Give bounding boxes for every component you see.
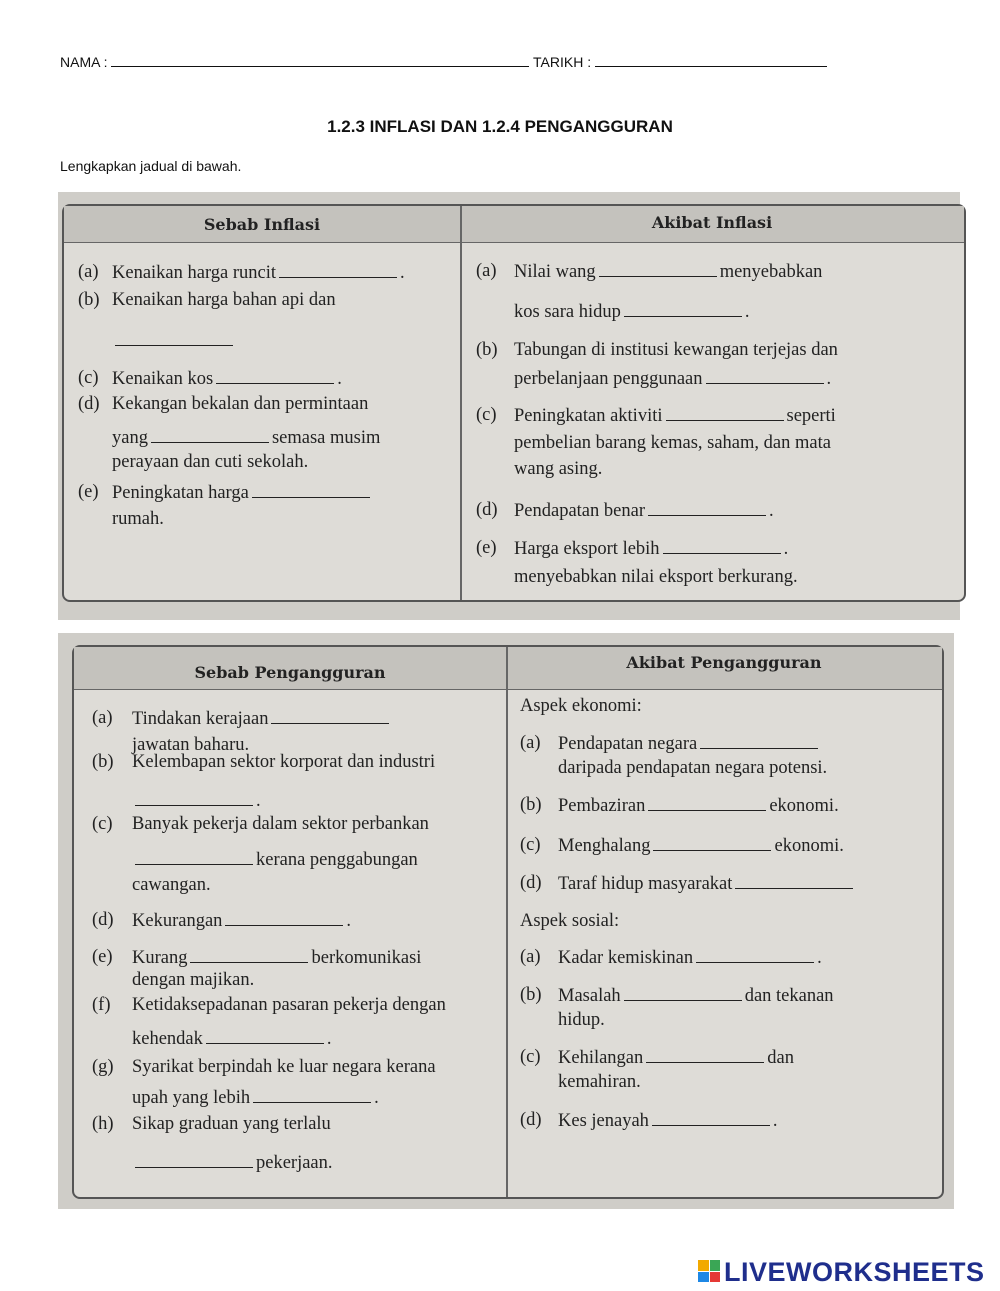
effect-item-line — [514, 500, 774, 522]
item-text: menyebabkan — [719, 262, 823, 282]
item-text: . — [337, 369, 342, 389]
item-text: yang — [112, 428, 148, 448]
inflation-photo — [58, 192, 960, 620]
answer-blank[interactable] — [206, 1028, 324, 1044]
effect-item-line — [514, 433, 831, 454]
item-text: . — [744, 302, 750, 322]
item-text: Aspek sosial: — [520, 911, 620, 931]
item-text: kos sara hidup — [514, 302, 621, 322]
cause-item-line — [132, 814, 429, 835]
cause-item-line — [112, 368, 342, 390]
header-causes: Sebab Pengangguran — [194, 663, 386, 682]
item-text: ekonomi. — [769, 796, 839, 816]
item-text: Pembaziran — [558, 796, 646, 816]
answer-blank[interactable] — [624, 985, 742, 1001]
item-text: seperti — [786, 406, 836, 426]
item-text: Kelembapan sektor korporat dan industri — [132, 752, 436, 772]
item-label: (b) — [520, 985, 542, 1005]
item-text: Harga eksport lebih — [514, 539, 660, 559]
effect-item-line — [514, 301, 750, 323]
effect-item-line — [558, 947, 822, 969]
header-effects: Akibat Pengangguran — [626, 653, 822, 672]
item-text: daripada pendapatan negara potensi. — [558, 758, 828, 778]
answer-blank[interactable] — [646, 1047, 764, 1063]
effect-item-line — [514, 340, 838, 361]
item-text: . — [326, 1029, 332, 1049]
item-label: (d) — [78, 394, 100, 414]
effect-item-line — [558, 1110, 778, 1132]
cause-item-line — [132, 995, 446, 1016]
effect-item-line — [520, 911, 619, 932]
item-label: (b) — [78, 290, 100, 310]
item-label: (a) — [520, 947, 541, 967]
cause-item-line — [112, 290, 336, 311]
answer-blank[interactable] — [653, 835, 771, 851]
item-text: dengan majikan. — [132, 970, 255, 990]
item-text: Kenaikan kos — [112, 369, 214, 389]
answer-blank[interactable] — [115, 330, 233, 346]
instruction: Lengkapkan jadual di bawah. — [60, 158, 242, 174]
effect-item-line — [558, 795, 839, 817]
column-divider — [460, 206, 462, 600]
item-text: . — [772, 1111, 778, 1131]
item-text: Pendapatan negara — [558, 734, 698, 754]
item-text: Kenaikan harga bahan api dan — [112, 290, 336, 310]
item-text: semasa musim — [271, 428, 381, 448]
cause-item-line — [132, 1057, 436, 1078]
item-label: (a) — [78, 262, 99, 282]
effect-item-line — [514, 567, 798, 588]
item-text: Kenaikan harga runcit — [112, 263, 277, 283]
answer-blank[interactable] — [666, 405, 784, 421]
item-label: (b) — [520, 795, 542, 815]
item-text: . — [346, 911, 352, 931]
effect-item-line — [514, 261, 822, 283]
answer-blank[interactable] — [652, 1110, 770, 1126]
answer-blank[interactable] — [216, 368, 334, 384]
item-label: (d) — [92, 910, 114, 930]
item-text: Pendapatan benar — [514, 501, 645, 521]
answer-blank[interactable] — [624, 301, 742, 317]
header-effects: Akibat Inflasi — [651, 213, 773, 232]
table-header — [74, 647, 942, 690]
name-label: NAMA : — [60, 54, 108, 70]
item-label: (c) — [520, 1047, 541, 1067]
item-text: cawangan. — [132, 875, 211, 895]
item-text: perbelanjaan penggunaan — [514, 369, 703, 389]
item-text: Syarikat berpindah ke luar negara kerana — [132, 1057, 436, 1077]
item-label: (c) — [92, 814, 113, 834]
name-field[interactable] — [111, 52, 529, 67]
name-date-row — [60, 52, 827, 70]
cause-item-line — [132, 875, 211, 896]
item-text: berkomunikasi — [311, 948, 422, 968]
date-field[interactable] — [595, 52, 827, 67]
item-label: (c) — [520, 835, 541, 855]
cause-item-line — [132, 790, 261, 812]
cause-item-line — [132, 947, 421, 969]
item-text: Kekangan bekalan dan permintaan — [112, 394, 369, 414]
liveworksheets-logo-icon — [698, 1260, 720, 1282]
item-text: jawatan baharu. — [132, 735, 250, 755]
item-text: pembelian barang kemas, saham, dan mata — [514, 433, 831, 453]
item-label: (d) — [476, 500, 498, 520]
item-text: Kekurangan — [132, 911, 223, 931]
cause-item-line — [112, 452, 308, 473]
item-text: Kurang — [132, 948, 188, 968]
item-text: kemahiran. — [558, 1072, 641, 1092]
item-label: (d) — [520, 873, 542, 893]
effect-item-line — [558, 873, 856, 895]
liveworksheets-logo: LIVEWORKSHEETS — [724, 1257, 985, 1287]
item-text: Kehilangan — [558, 1048, 644, 1068]
effect-item-line — [520, 696, 642, 717]
answer-blank[interactable] — [735, 873, 853, 889]
answer-blank[interactable] — [663, 538, 781, 554]
page-title: 1.2.3 INFLASI DAN 1.2.4 PENGANGGURAN — [327, 117, 673, 136]
unemployment-photo — [58, 633, 954, 1209]
item-text: dan tekanan — [744, 986, 834, 1006]
item-text: Aspek ekonomi: — [520, 696, 642, 716]
item-text: rumah. — [112, 509, 164, 529]
item-text: hidup. — [558, 1010, 605, 1030]
item-label: (c) — [78, 368, 99, 388]
effect-item-line — [514, 405, 836, 427]
item-text: pekerjaan. — [256, 1153, 333, 1173]
item-text: Kes jenayah — [558, 1111, 649, 1131]
answer-blank[interactable] — [279, 262, 397, 278]
effect-item-line — [514, 459, 602, 480]
effect-item-line — [514, 538, 788, 560]
cause-item-line — [112, 427, 380, 449]
answer-blank[interactable] — [599, 261, 717, 277]
item-text: ekonomi. — [774, 836, 844, 856]
item-text: dan — [767, 1048, 794, 1068]
cause-item-line — [112, 509, 164, 530]
item-text: . — [826, 369, 832, 389]
item-label: (g) — [92, 1057, 114, 1077]
answer-blank[interactable] — [135, 1152, 253, 1168]
effect-item-line — [558, 1010, 605, 1031]
item-text: perayaan dan cuti sekolah. — [112, 452, 309, 472]
item-text: Peningkatan harga — [112, 483, 249, 503]
effect-item-line — [558, 835, 844, 857]
item-text: Menghalang — [558, 836, 651, 856]
item-text: . — [400, 263, 405, 283]
effect-item-line — [558, 1072, 641, 1093]
answer-blank[interactable] — [648, 795, 766, 811]
cause-item-line — [132, 708, 392, 730]
item-text: kehendak — [132, 1029, 203, 1049]
unemployment-table — [72, 645, 944, 1199]
cause-item-line — [112, 394, 368, 415]
answer-blank[interactable] — [696, 947, 814, 963]
cause-item-line — [112, 482, 373, 504]
item-text: . — [374, 1088, 379, 1108]
cause-item-line — [132, 752, 435, 773]
item-text: Masalah — [558, 986, 621, 1006]
item-label: (b) — [92, 752, 114, 772]
item-label: (a) — [476, 261, 497, 281]
answer-blank[interactable] — [225, 910, 343, 926]
cause-item-line — [112, 262, 405, 284]
item-text: Kadar kemiskinan — [558, 948, 694, 968]
item-label: (b) — [476, 340, 498, 360]
cause-item-line — [132, 1087, 379, 1109]
cause-item-line — [132, 1028, 332, 1050]
item-text: . — [768, 501, 774, 521]
effect-item-line — [558, 758, 827, 779]
effect-item-line — [558, 1047, 794, 1069]
answer-blank[interactable] — [135, 849, 253, 865]
item-text: Ketidaksepadanan pasaran pekerja dengan — [132, 995, 446, 1015]
date-label: TARIKH : — [533, 54, 592, 70]
item-text: Banyak pekerja dalam sektor perbankan — [132, 814, 429, 834]
answer-blank[interactable] — [648, 500, 766, 516]
item-text: Tindakan kerajaan — [132, 709, 269, 729]
answer-blank[interactable] — [700, 733, 818, 749]
item-label: (a) — [92, 708, 113, 728]
table-header — [64, 206, 964, 243]
item-label: (h) — [92, 1114, 114, 1134]
item-text: . — [256, 791, 261, 811]
cause-item-line — [132, 1152, 333, 1174]
answer-blank[interactable] — [252, 482, 370, 498]
item-text: wang asing. — [514, 459, 603, 479]
item-label: (e) — [476, 538, 497, 558]
item-label: (a) — [520, 733, 541, 753]
item-label: (f) — [92, 995, 111, 1015]
effect-item-line — [514, 368, 831, 390]
item-text: kerana penggabungan — [256, 850, 418, 870]
item-text: menyebabkan nilai eksport berkurang. — [514, 567, 798, 587]
answer-blank[interactable] — [253, 1087, 371, 1103]
item-label: (d) — [520, 1110, 542, 1130]
cause-item-line — [132, 1114, 331, 1135]
item-text: upah yang lebih — [132, 1088, 251, 1108]
item-text: Peningkatan aktiviti — [514, 406, 663, 426]
inflation-table — [62, 204, 966, 602]
effect-item-line — [558, 733, 821, 755]
header-causes: Sebab Inflasi — [203, 215, 321, 234]
item-text: . — [817, 948, 822, 968]
item-text: . — [783, 539, 789, 559]
answer-blank[interactable] — [190, 947, 308, 963]
cause-item-line — [132, 910, 351, 932]
answer-blank[interactable] — [706, 368, 824, 384]
item-text: Taraf hidup masyarakat — [558, 874, 733, 894]
column-divider — [506, 647, 508, 1197]
item-text: Tabungan di institusi kewangan terjejas dan — [514, 340, 838, 360]
item-text: Nilai wang — [514, 262, 596, 282]
cause-item-line — [132, 970, 254, 991]
cause-item-line — [112, 330, 236, 352]
item-text: Sikap graduan yang terlalu — [132, 1114, 331, 1134]
cause-item-line — [132, 849, 418, 871]
item-label: (e) — [78, 482, 99, 502]
answer-blank[interactable] — [151, 427, 269, 443]
item-label: (e) — [92, 947, 113, 967]
effect-item-line — [558, 985, 834, 1007]
answer-blank[interactable] — [135, 790, 253, 806]
answer-blank[interactable] — [271, 708, 389, 724]
item-label: (c) — [476, 405, 497, 425]
